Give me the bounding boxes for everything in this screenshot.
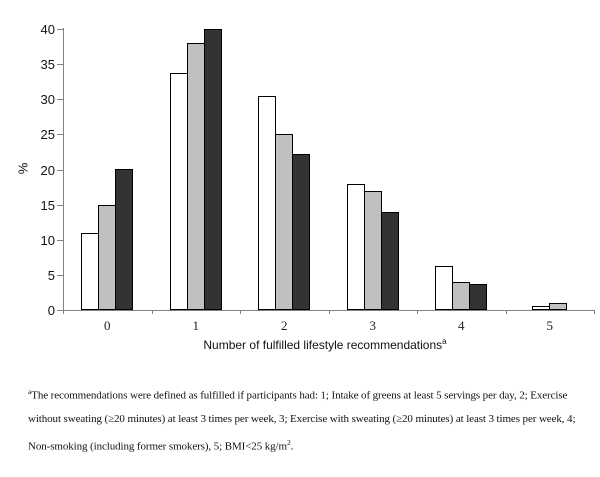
y-tick-label: 35: [40, 57, 55, 73]
bar-gray-cat2: [275, 134, 293, 310]
x-tick: [240, 310, 241, 314]
bar-group: [417, 29, 506, 310]
bar-black-cat2: [292, 154, 310, 310]
bar-black-cat0: [115, 169, 133, 310]
bar-black-cat3: [381, 212, 399, 310]
bar-group: [152, 29, 241, 310]
x-tick: [329, 310, 330, 314]
bar-gray-cat3: [364, 191, 382, 310]
bar-group: [240, 29, 329, 310]
footnote-line-text: The recommendations were defined as fulfilled if participants had: 1; Intake of greens at least 5 servings per day, 2; Exercise: [31, 389, 568, 402]
bar-group: [63, 29, 152, 310]
x-tick: [152, 310, 153, 314]
bar-gray-cat0: [98, 205, 116, 310]
bar-black-cat4: [469, 284, 487, 310]
x-tick-label: 0: [104, 318, 111, 333]
bar-gray-cat5: [549, 303, 567, 310]
footnote-line-text: without sweating (≥20 minutes) at least 3 times per week, 3; Exercise with sweating (≥20 minutes) at least 3 times per week, 4;: [28, 412, 576, 425]
footnote-superscript-2: 2: [286, 437, 291, 447]
bar-white-cat1: [170, 73, 188, 310]
y-tick-label: 20: [40, 162, 55, 178]
y-tick-label: 40: [40, 22, 55, 37]
x-axis-title-superscript: a: [442, 337, 447, 346]
footnote-line-text: Non-smoking (including former smokers), 5; BMI<25 kg/m: [28, 440, 287, 453]
x-tick: [506, 310, 507, 314]
footnote-line: [28, 408, 594, 431]
bar-gray-cat1: [187, 43, 205, 310]
footnote-line: [28, 380, 594, 408]
bar-group: [506, 29, 595, 310]
y-tick-label: 5: [47, 267, 55, 283]
x-tick: [594, 310, 595, 314]
x-tick-label: 2: [281, 318, 288, 333]
x-axis-title: [40, 337, 600, 352]
bar-white-cat4: [435, 266, 453, 310]
x-tick-label: 1: [192, 318, 199, 333]
bar-white-cat0: [81, 233, 99, 310]
plot-area: [40, 22, 594, 333]
y-tick-label: 10: [40, 232, 55, 248]
y-axis-label: %: [15, 162, 31, 175]
bar-white-cat2: [258, 96, 276, 310]
bar-group: [329, 29, 418, 310]
footnote-line-end: .: [290, 440, 294, 453]
x-tick: [417, 310, 418, 314]
bar-black-cat1: [204, 29, 222, 310]
footnote-marker-superscript: a: [28, 387, 32, 396]
bar-white-cat3: [347, 184, 365, 310]
y-tick-label: 25: [40, 127, 55, 143]
y-tick-label: 0: [47, 303, 55, 318]
bar-white-cat5: [532, 306, 550, 310]
footnote: [28, 380, 594, 458]
x-tick-label: 5: [546, 318, 553, 333]
x-tick-label: 3: [369, 318, 376, 333]
bar-gray-cat4: [452, 282, 470, 310]
x-tick: [63, 310, 64, 314]
y-tick-label: 15: [40, 197, 55, 213]
x-tick-label: 4: [458, 318, 465, 333]
x-axis-title-text: Number of fulfilled lifestyle recommendations: [203, 338, 443, 352]
y-tick-label: 30: [40, 92, 55, 108]
footnote-line: [28, 431, 594, 459]
